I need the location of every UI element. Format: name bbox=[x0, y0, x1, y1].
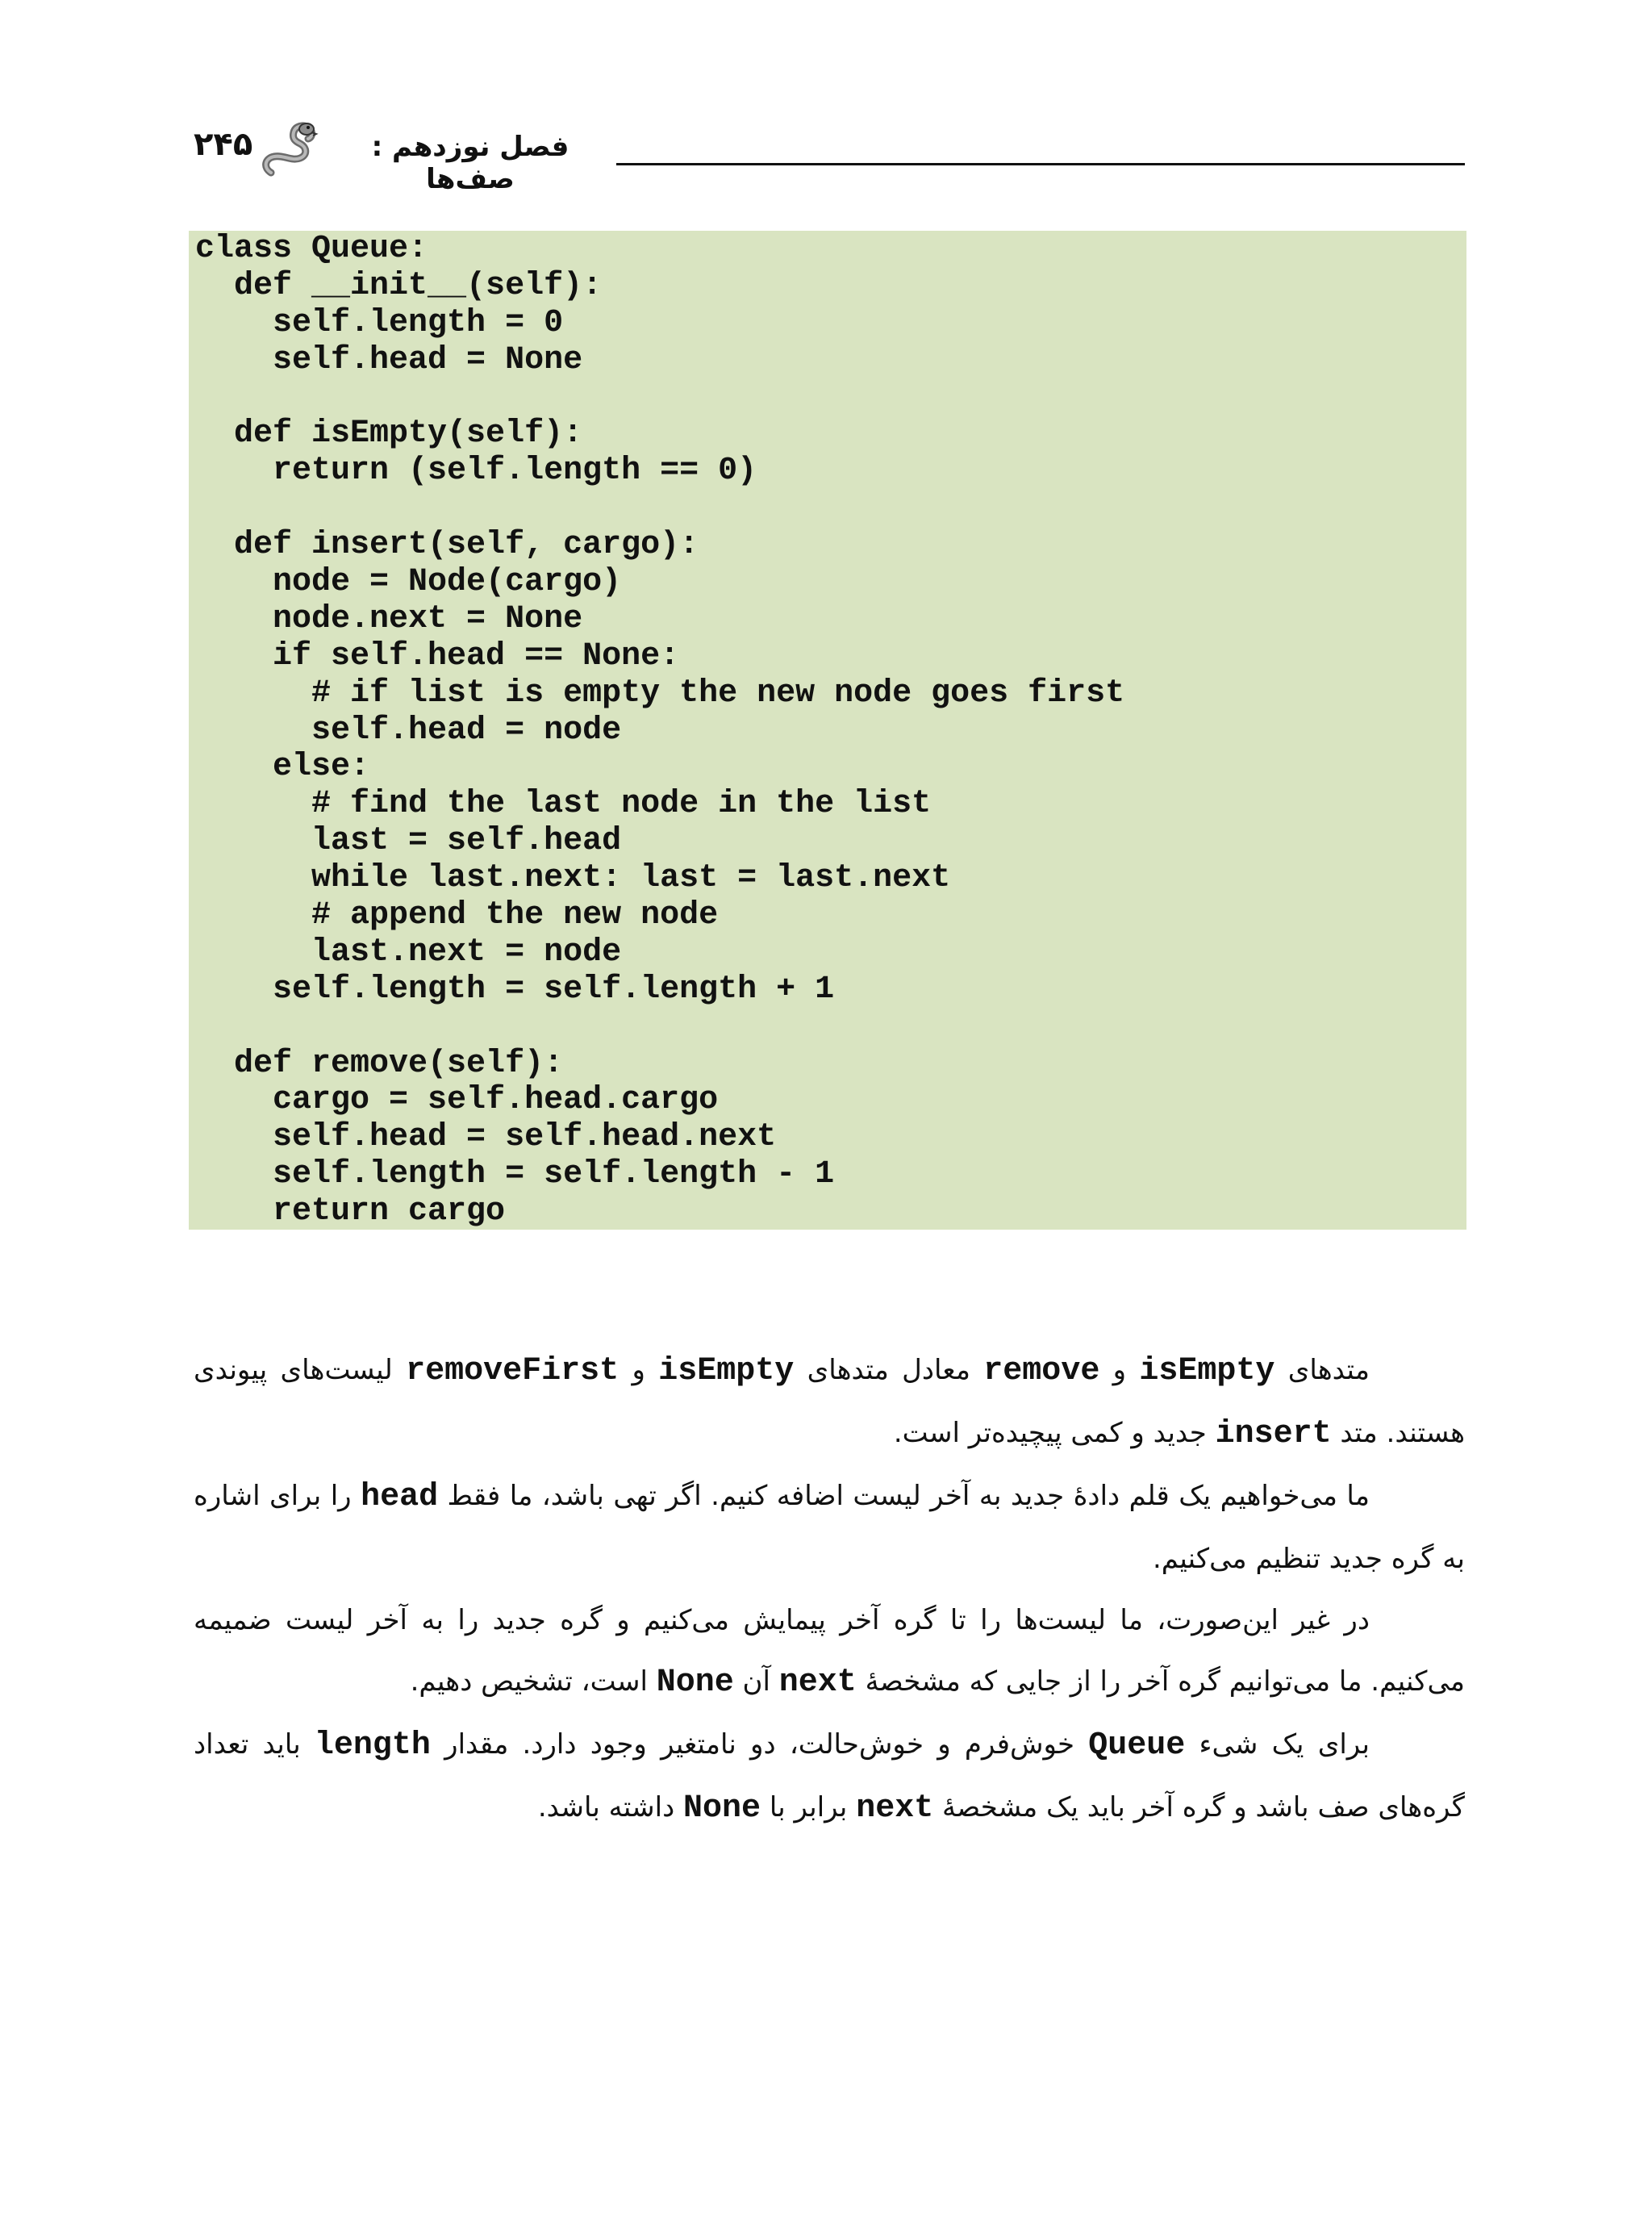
inline-code: next bbox=[856, 1790, 934, 1827]
code-line: self.head = None bbox=[195, 341, 583, 378]
code-line: last = self.head bbox=[195, 823, 622, 860]
inline-code: None bbox=[683, 1790, 761, 1827]
code-line: return (self.length == 0) bbox=[195, 453, 757, 490]
text-run: است، تشخیص دهیم. bbox=[410, 1665, 657, 1698]
code-line: self.length = self.length - 1 bbox=[195, 1156, 835, 1193]
text-run: متدهای bbox=[1274, 1354, 1370, 1386]
text-run: و bbox=[619, 1354, 659, 1386]
code-listing bbox=[189, 231, 1466, 1230]
inline-code: insert bbox=[1215, 1416, 1332, 1452]
code-line: def isEmpty(self): bbox=[195, 416, 583, 453]
text-run: آن bbox=[733, 1665, 779, 1698]
body-text bbox=[194, 1339, 1465, 1840]
text-run: لیست‌های پیوندی هستند. متد bbox=[194, 1354, 1465, 1449]
code-line: self.head = node bbox=[195, 712, 622, 749]
inline-code: isEmpty bbox=[658, 1353, 795, 1389]
code-line: cargo = self.head.cargo bbox=[195, 1082, 719, 1119]
code-line: def __init__(self): bbox=[195, 267, 603, 304]
text-run: را برای اشاره به گره جدید تنظیم می‌کنیم. bbox=[194, 1480, 1465, 1575]
paragraph bbox=[194, 1590, 1465, 1714]
inline-code: isEmpty bbox=[1139, 1353, 1275, 1389]
code-line: # find the last node in the list bbox=[195, 786, 932, 823]
code-line: node.next = None bbox=[195, 600, 583, 637]
paragraph bbox=[194, 1339, 1465, 1465]
page-number: ۲۴۵ bbox=[194, 126, 253, 163]
text-run: باید تعداد گره‌های صف باشد و گره آخر باید یک مشخصهٔ bbox=[194, 1728, 1465, 1824]
snake-mascot-icon bbox=[260, 119, 321, 181]
header-rule bbox=[616, 163, 1465, 165]
code-line: last.next = node bbox=[195, 934, 622, 971]
code-line bbox=[195, 379, 1466, 416]
inline-code: head bbox=[361, 1479, 439, 1515]
code-line: self.length = 0 bbox=[195, 304, 564, 341]
inline-code: Queue bbox=[1088, 1727, 1186, 1764]
text-run: داشته باشد. bbox=[537, 1791, 684, 1824]
code-line: def remove(self): bbox=[195, 1045, 564, 1082]
code-line bbox=[195, 490, 1466, 527]
inline-code: remove bbox=[983, 1353, 1100, 1389]
inline-code: next bbox=[778, 1665, 857, 1701]
page-header bbox=[194, 121, 1465, 195]
code-line: return cargo bbox=[195, 1193, 506, 1230]
text-run: در غیر این‌صورت، ما لیست‌ها را تا گره آخر پیمایش می‌کنیم و گره جدید را به آخر لیست ضمیمه می‌کنیم. ما می‌توانیم گره آخر را از جایی که مشخصهٔ bbox=[194, 1604, 1465, 1698]
code-line: # append the new node bbox=[195, 897, 719, 934]
code-line: else: bbox=[195, 749, 370, 786]
paragraph bbox=[194, 1714, 1465, 1840]
text-run: جدید و کمی پیچیده‌تر است. bbox=[893, 1417, 1216, 1449]
code-line: class Queue: bbox=[195, 231, 428, 267]
paragraph bbox=[194, 1465, 1465, 1590]
code-line: node = Node(cargo) bbox=[195, 564, 622, 601]
text-run: برای یک شیء bbox=[1185, 1728, 1370, 1761]
code-line: def insert(self, cargo): bbox=[195, 527, 699, 564]
code-line: self.head = self.head.next bbox=[195, 1119, 777, 1156]
code-line: if self.head == None: bbox=[195, 637, 680, 675]
text-run: معادل متدهای bbox=[794, 1354, 984, 1386]
inline-code: removeFirst bbox=[406, 1353, 620, 1389]
text-run: و bbox=[1099, 1354, 1140, 1386]
text-run: برابر با bbox=[761, 1791, 857, 1824]
chapter-title: فصل نوزدهم : صف‌ها bbox=[371, 131, 569, 195]
code-line bbox=[195, 1009, 1466, 1046]
code-line: while last.next: last = last.next bbox=[195, 860, 951, 897]
code-line: self.length = self.length + 1 bbox=[195, 971, 835, 1008]
text-run: خوش‌فرم و خوش‌حالت، دو نامتغیر وجود دارد. مقدار bbox=[430, 1728, 1089, 1761]
inline-code: length bbox=[314, 1727, 431, 1764]
inline-code: None bbox=[656, 1665, 734, 1701]
code-line: # if list is empty the new node goes first bbox=[195, 675, 1125, 712]
text-run: ما می‌خواهیم یک قلم دادهٔ جدید به آخر لیست اضافه کنیم. اگر تهی باشد، ما فقط bbox=[438, 1480, 1370, 1512]
